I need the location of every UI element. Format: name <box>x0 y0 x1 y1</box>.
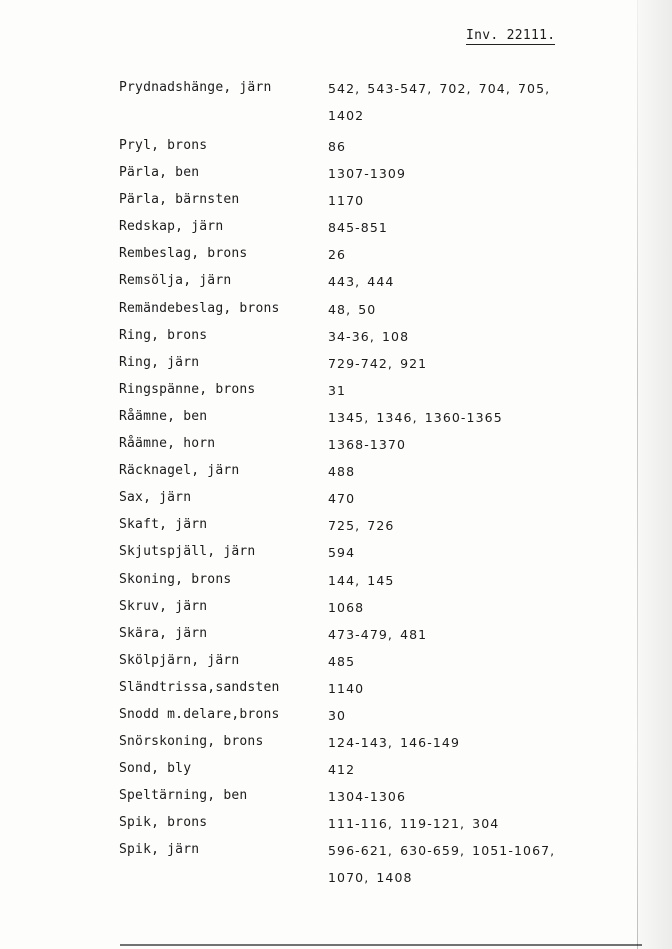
index-term: Prydnadshänge, järn <box>119 80 272 95</box>
index-refs: 443, 444 <box>328 274 395 290</box>
page-edge-line <box>637 0 638 949</box>
index-refs: 1304-1306 <box>328 789 407 805</box>
index-term: Spik, brons <box>119 815 208 831</box>
index-refs: 86 <box>328 139 347 154</box>
index-refs: 542, 543-547, 702, 704, 705, 1402 <box>328 81 551 123</box>
index-term: Skaft, järn <box>119 517 208 533</box>
index-list <box>119 80 579 900</box>
index-term: Råämne, horn <box>119 436 216 452</box>
index-term: Räcknagel, järn <box>119 463 240 479</box>
index-term: Råämne, ben <box>119 408 208 424</box>
index-term: Rembeslag, brons <box>119 246 248 262</box>
index-term: Skoning, brons <box>119 571 232 587</box>
index-term: Ring, brons <box>119 327 208 343</box>
index-term: Pärla, ben <box>119 165 200 181</box>
index-refs: 473-479, 481 <box>328 626 428 642</box>
index-term: Redskap, järn <box>119 219 224 235</box>
index-refs: 488 <box>328 464 356 480</box>
index-term: Snodd m.delare,brons <box>119 706 280 722</box>
index-term: Sond, bly <box>119 761 192 777</box>
index-refs: 1140 <box>328 680 365 696</box>
index-term: Pärla, bärnsten <box>119 192 240 208</box>
index-term: Remsölja, järn <box>119 273 232 289</box>
index-term: Snörskoning, brons <box>119 734 264 750</box>
index-term: Sländtrissa,sandsten <box>119 679 280 695</box>
index-refs: 31 <box>328 382 347 398</box>
index-refs: 1368-1370 <box>328 437 407 453</box>
index-refs: 412 <box>328 762 356 778</box>
index-term: Spik, järn <box>119 842 200 858</box>
index-term: Skölpjärn, järn <box>119 652 240 668</box>
page-bottom-edge <box>120 944 642 946</box>
index-refs: 1345, 1346, 1360-1365 <box>328 409 503 425</box>
index-term: Speltärning, ben <box>119 788 248 804</box>
index-row <box>119 80 579 138</box>
index-refs: 470 <box>328 491 356 507</box>
index-refs: 144, 145 <box>328 572 395 588</box>
index-refs: 111-116, 119-121, 304 <box>328 816 500 832</box>
index-term: Skjutspjäll, järn <box>119 544 256 560</box>
index-term: Ring, järn <box>119 354 200 370</box>
index-refs: 729-742, 921 <box>328 355 428 371</box>
index-term: Sax, järn <box>119 490 192 506</box>
index-refs: 845-851 <box>328 220 388 236</box>
scan-shadow <box>638 0 672 949</box>
index-refs: 725, 726 <box>328 518 395 534</box>
index-refs: 485 <box>328 653 356 669</box>
index-refs: 594 <box>328 545 356 561</box>
index-term: Skruv, järn <box>119 598 208 614</box>
index-term: Ringspänne, brons <box>119 381 256 397</box>
index-refs: 1170 <box>328 193 365 209</box>
inventory-number: Inv. 22111. <box>466 28 556 43</box>
index-term: Remändebeslag, brons <box>119 300 280 316</box>
index-refs: 596-621, 630-659, 1051-1067, 1070, 1408 <box>328 843 556 886</box>
index-refs: 1068 <box>328 599 365 615</box>
index-refs: 26 <box>328 247 347 263</box>
index-refs: 48, 50 <box>328 301 377 317</box>
index-row <box>119 842 579 900</box>
index-term: Pryl, brons <box>119 138 208 153</box>
index-refs: 30 <box>328 707 347 723</box>
index-refs: 34-36, 108 <box>328 328 410 344</box>
index-term: Skära, järn <box>119 625 208 641</box>
index-refs: 124-143, 146-149 <box>328 735 461 751</box>
index-refs: 1307-1309 <box>328 166 407 182</box>
